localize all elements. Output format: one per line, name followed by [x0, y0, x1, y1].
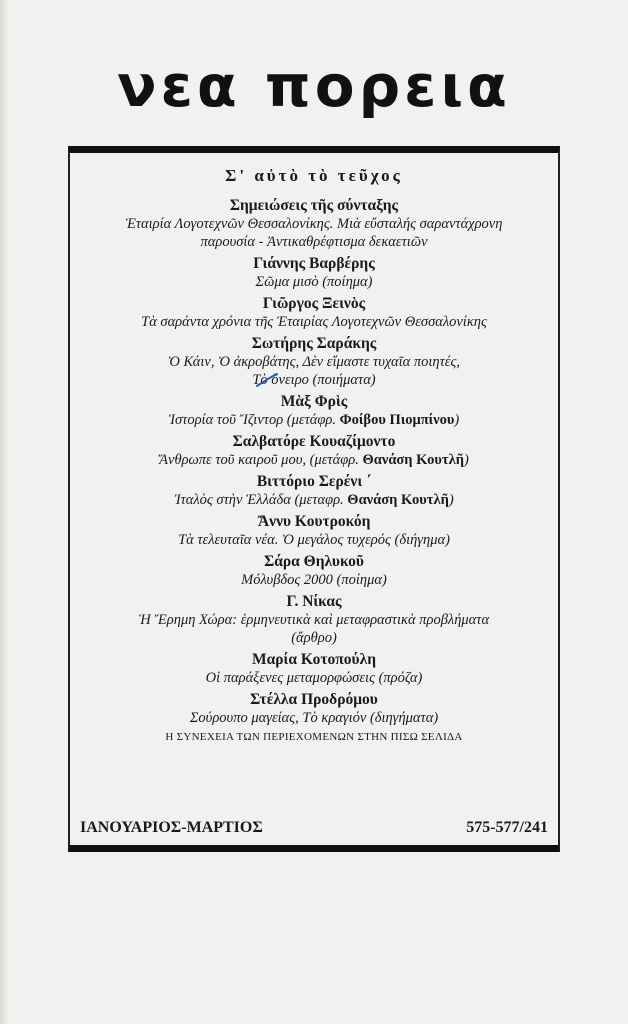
entry-author: Ἄννυ Κουτροκόη: [257, 513, 371, 530]
contents-box: [68, 146, 560, 852]
contents-entry: [70, 472, 558, 509]
translator-name: Φοίβου Πιομπίνου: [339, 412, 455, 428]
entry-work-line: Σούρουπο μαγείας, Τὸ κραγιόν (διηγήματα): [189, 710, 439, 726]
work-suffix: ): [463, 452, 469, 468]
issue-footer: [80, 819, 548, 837]
entry-work-line: [70, 491, 558, 509]
entry-work-line: (ἄρθρο): [291, 630, 337, 646]
entry-author: Στέλλα Προδρόμου: [250, 691, 378, 708]
work-suffix: ): [448, 492, 454, 508]
contents-list: [70, 196, 558, 727]
entry-work-line: [70, 411, 558, 429]
contents-entry: [70, 650, 558, 687]
translator-name: Θανάση Κουτλῆ: [362, 452, 464, 468]
translator-name: Θανάση Κουτλῆ: [347, 492, 449, 508]
entry-work-line: Οἱ παράξενες μεταμορφώσεις (πρόζα): [205, 670, 423, 686]
entry-work-line: [70, 451, 558, 469]
contents-entry: [70, 432, 558, 469]
work-title: Ἱστορία τοῦ Ἴζιντορ (μετάφρ.: [168, 412, 340, 428]
contents-entry: [70, 552, 558, 589]
work-suffix: ): [454, 412, 460, 428]
work-title: Ἄνθρωπε τοῦ καιροῦ μου, (μετάφρ.: [159, 452, 363, 468]
entry-work-line: Τὰ τελευταῖα νέα. Ὁ μεγάλος τυχερός (διήγημα): [178, 532, 450, 548]
entry-author: Σωτήρης Σαράκης: [251, 335, 377, 352]
magazine-masthead: νεα πορεια: [117, 52, 511, 120]
entry-author: Βιττόριο Σερένι ΄: [256, 473, 372, 490]
entry-work-line: Ὁ Κάιν, Ὁ ἀκροβάτης, Δὲν εἴμαστε τυχαῖα ποιητές,: [167, 354, 460, 370]
page-edge: [0, 0, 8, 1024]
contents-title: Σ' αὐτὸ τὸ τεῦχος: [225, 166, 403, 185]
contents-entry: [70, 592, 558, 647]
contents-entry: [70, 196, 558, 251]
contents-entry: [70, 512, 558, 549]
work-title: Ἰταλὸς στὴν Ἑλλάδα (μεταφρ.: [174, 492, 348, 508]
contents-entry: [70, 690, 558, 727]
entry-work-line: Σῶμα μισὸ (ποίημα): [255, 274, 373, 290]
entry-author: Μαρία Κοτοπούλη: [251, 651, 376, 668]
entry-work-line: Τὰ σαράντα χρόνια τῆς Ἑταιρίας Λογοτεχνῶν Θεσσαλονίκης: [141, 314, 487, 330]
contents-entry: [70, 254, 558, 291]
entry-author: Γιῶργος Ξεινὸς: [262, 295, 366, 312]
entry-work-line: Τὸ ὄνειρο (ποιήματα): [252, 372, 376, 388]
entry-author: Σημειώσεις τῆς σύνταξης: [229, 197, 399, 214]
entry-author: Γ. Νίκας: [286, 593, 342, 610]
continuation-note: Η ΣΥΝΕΧΕΙΑ ΤΩΝ ΠΕΡΙΕΧΟΜΕΝΩΝ ΣΤΗΝ ΠΙΣΩ ΣΕΛΙΔΑ: [165, 731, 463, 743]
contents-entry: [70, 334, 558, 389]
contents-entry: [70, 392, 558, 429]
issue-period: ΙΑΝΟΥΑΡΙΟΣ-ΜΑΡΤΙΟΣ: [80, 819, 263, 836]
entry-author: Σαλβατόρε Κουαζίμοντο: [232, 433, 396, 450]
entry-author: Γιάννης Βαρβέρης: [253, 255, 375, 272]
pen-mark-icon: [255, 372, 279, 388]
contents-entry: [70, 294, 558, 331]
issue-number: 575-577/241: [466, 819, 548, 836]
entry-author: Σάρα Θηλυκοῦ: [264, 553, 364, 570]
entry-work-line: παρουσία - Ἀντικαθρέφτισμα δεκαετιῶν: [200, 234, 428, 250]
entry-work-line: Μόλυβδος 2000 (ποίημα): [241, 572, 387, 588]
entry-author: Μὰξ Φρὶς: [280, 393, 348, 410]
entry-work-line: Ἑταιρία Λογοτεχνῶν Θεσσαλονίκης. Μιὰ εὔσταλής σαραντάχρονη: [125, 216, 503, 232]
entry-work-line: Ἡ Ἔρημη Χώρα: ἑρμηνευτικὰ καὶ μεταφραστικὰ προβλήματα: [138, 612, 490, 628]
